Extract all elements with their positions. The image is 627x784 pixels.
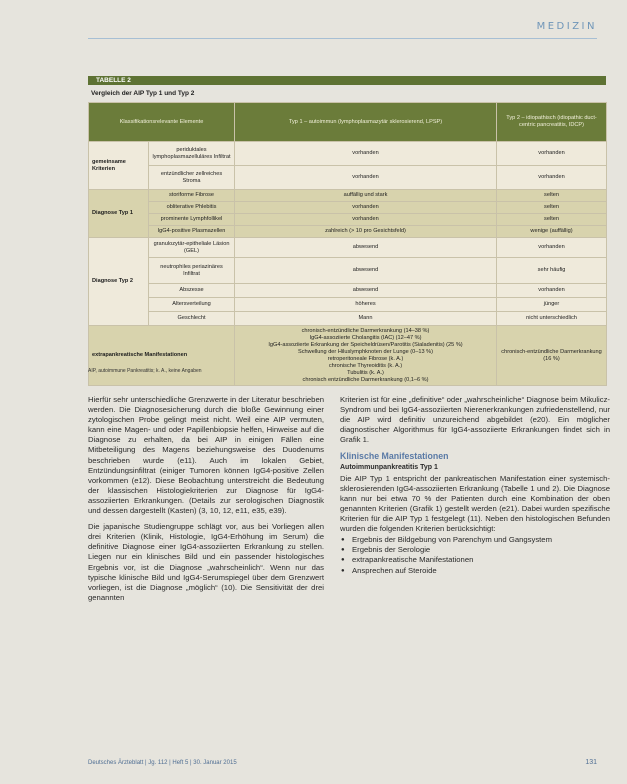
criteria-list <box>340 535 610 575</box>
row-item: granulozytär-epitheliale Läsion (GEL) <box>149 238 235 258</box>
row-item: obliterative Phlebitis <box>149 202 235 214</box>
table-row <box>89 202 607 214</box>
row-type2: selten <box>497 202 607 214</box>
table-row <box>89 142 607 166</box>
row-item: Geschlecht <box>149 312 235 326</box>
row-type1: Mann <box>235 312 497 326</box>
row-item: neutrophiles periazinäres Infiltrat <box>149 258 235 284</box>
list-item: ● Ergebnis der Serologie <box>352 545 610 555</box>
section-title: Klinische Manifestationen <box>340 451 449 462</box>
row-item: periduktales lymphoplasmazelluläres Infiltrat <box>149 142 235 166</box>
table-footnote: AIP, autoimmune Pankreatitis; k. A., keine Angaben <box>88 368 202 374</box>
table-row <box>89 214 607 226</box>
row-type2: jünger <box>497 298 607 312</box>
row-type2: chronisch-entzündliche Darmerkrankung (16 %) <box>497 326 607 386</box>
table-row <box>89 166 607 190</box>
row-type2: vorhanden <box>497 284 607 298</box>
journal-footer: Deutsches Ärzteblatt | Jg. 112 | Heft 5 | 30. Januar 2015 <box>88 760 237 766</box>
row-item: storiforme Fibrose <box>149 190 235 202</box>
table-row <box>89 312 607 326</box>
right-column <box>340 395 610 576</box>
row-type1: zahlreich (> 10 pro Gesichtsfeld) <box>235 226 497 238</box>
paragraph: Kriterien ist für eine „definitive“ oder „wahrscheinliche“ Diagnose beim Mikulicz-Syndrom und bei IgG4-assoziierten Nierenerkrankungen zufriedenstellend, nur die AIP wird definitiv unzureichend abgebildet (e20). Ein möglicher diagnostischer Algorithmus für IgG4-assoziierte Erkrankungen findet sich in Grafik 1. <box>340 395 610 445</box>
row-item: Altersverteilung <box>149 298 235 312</box>
comparison-table <box>88 102 607 386</box>
table-row <box>89 298 607 312</box>
table-row <box>89 226 607 238</box>
paragraph: Hierfür sehr unterschiedliche Grenzwerte in der Literatur beschrieben werden. Die Diagnosesicherung durch die bloße Gewinnung einer zytologischen Probe gelingt meist nicht. Weil eine AIP vermuten, kann eine Magen- und oder Papillenbiopsie helfen, Hinweise auf die Diagnose zu erhalten, da bei AIP in einigen Fällen eine Mitbeteiligung des Magens beziehungsweise des Duodenums beschrieben wurde (e11). Auch im lokalen Gebiet, Entzündungsinfiltrat (einiger Tumoren können IgG4-positive Zellen vorkommen (e12). Diese Beobachtung unterstreicht die Bedeutung der klassischen Histologiekriterien zur Diagnose für IgG4-assoziierten Erkrankungen. (Details zur serologischen Diagnostik und dessen dargestellt (Kasten) (3, 10, 12, e11, e35, e39). <box>88 395 324 516</box>
row-type1: vorhanden <box>235 214 497 226</box>
row-type1: abwesend <box>235 238 497 258</box>
table-row <box>89 326 607 386</box>
section-header: MEDIZIN <box>536 21 597 32</box>
row-item: entzündlicher zellreiches Stroma <box>149 166 235 190</box>
table-2 <box>88 76 606 383</box>
table-row <box>89 258 607 284</box>
section-label: gemeinsame Kriterien <box>89 142 149 190</box>
section-label: Diagnose Typ 1 <box>89 190 149 238</box>
manifestation-line: Tubulitis (k. A.) <box>347 369 384 376</box>
manifestation-line: retroperitoneale Fibrose (k. A.) <box>327 355 404 362</box>
table-row <box>89 190 607 202</box>
paragraph: Die japanische Studiengruppe schlägt vor, aus bei Vorliegen allen drei Kriterien (Klinik, Histologie, IgG4-Erhöhung im Serum) die definitive Diagnose einer IgG4-assoziierten Erkrankung zu stellen. Liegen nur ein klinisches Bild und ein passender histologisches Ergebnis vor, ist die Diagnose „wahrscheinlich“. Wenn nur das typische klinische Bild und IgG4-Serumspiegel über dem Grenzwert vorliegen, ist die Diagnose „möglich“ (10). Die Sensitivität der drei genannten <box>88 522 324 602</box>
header-elements: Klassifikationsrelevante Elemente <box>89 103 235 142</box>
row-item: Abszesse <box>149 284 235 298</box>
section-label: Diagnose Typ 2 <box>89 238 149 326</box>
left-column <box>88 395 324 609</box>
list-item: ● Ergebnis der Bildgebung von Parenchym und Gangsystem <box>352 535 610 545</box>
manifestation-line: chronische Thyreoiditis (k. A.) <box>328 362 403 369</box>
row-type1: höheres <box>235 298 497 312</box>
header-type1: Typ 1 – autoimmun (lymphoplasmazytär sklerosierend, LPSP) <box>235 103 497 142</box>
header-rule <box>88 38 597 39</box>
table-row <box>89 238 607 258</box>
row-type1: vorhanden <box>235 142 497 166</box>
table-title: Vergleich der AIP Typ 1 und Typ 2 <box>91 90 195 97</box>
header-type2: Typ 2 – idiopathisch (idiopathic duct-centric pancreatitis, IDCP) <box>497 103 607 142</box>
paragraph: Die AIP Typ 1 entspricht der pankreatischen Manifestation einer systemisch-sklerosierenden IgG4-assoziierten Erkrankung (Tabelle 1 und 2). Die Diagnose kann nur bei etwa 70 % der Patienten durch eine Kombination der oben genannten Kriterien (Grafik 1) gestellt werden (e21). Dabei wurden spezifische Kriterien für die AIP Typ 1 festgelegt (11). Neben den histologischen Befunden wurden die folgenden Kriterien berücksichtigt: <box>340 473 610 534</box>
manifestation-line: IgG4-assoziierte Cholangitis (IAC) (12–47 %) <box>309 334 422 341</box>
table-row <box>89 284 607 298</box>
manifestation-line: chronisch entzündliche Darmerkrankung (0,1–6 %) <box>302 376 429 383</box>
row-type2: selten <box>497 214 607 226</box>
list-item: ● extrapankreatische Manifestationen <box>352 555 610 565</box>
table-header-row <box>89 103 607 142</box>
page-number: 131 <box>585 759 597 766</box>
subsection-title: Autoimmunpankreatitis Typ 1 <box>340 463 438 471</box>
row-type2: vorhanden <box>497 166 607 190</box>
row-type2: wenige (auffällig) <box>497 226 607 238</box>
extrapancreatic-list <box>235 326 497 386</box>
list-item: ● Ansprechen auf Steroide <box>352 566 610 576</box>
manifestation-line: Schwellung der Hiluslymphknoten der Lunge (0–13 %) <box>298 348 433 355</box>
row-type2: sehr häufig <box>497 258 607 284</box>
row-item: IgG4-positive Plasmazellen <box>149 226 235 238</box>
manifestation-line: chronisch-entzündliche Darmerkrankung (14–38 %) <box>301 327 430 334</box>
table-tag: TABELLE 2 <box>88 76 606 85</box>
row-type1: vorhanden <box>235 202 497 214</box>
row-type2: vorhanden <box>497 238 607 258</box>
row-type2: nicht unterschiedlich <box>497 312 607 326</box>
section-label: extrapankreatische Manifestationen <box>89 326 235 386</box>
row-type1: auffällig und stark <box>235 190 497 202</box>
row-type2: selten <box>497 190 607 202</box>
manifestation-line: IgG4-assoziierte Erkrankung der Speicheldrüsen/Parotitis (Sialadenitis) (25 %) <box>268 341 463 348</box>
row-type1: abwesend <box>235 284 497 298</box>
row-type1: vorhanden <box>235 166 497 190</box>
row-type2: vorhanden <box>497 142 607 166</box>
row-item: prominente Lymphfollikel <box>149 214 235 226</box>
row-type1: abwesend <box>235 258 497 284</box>
